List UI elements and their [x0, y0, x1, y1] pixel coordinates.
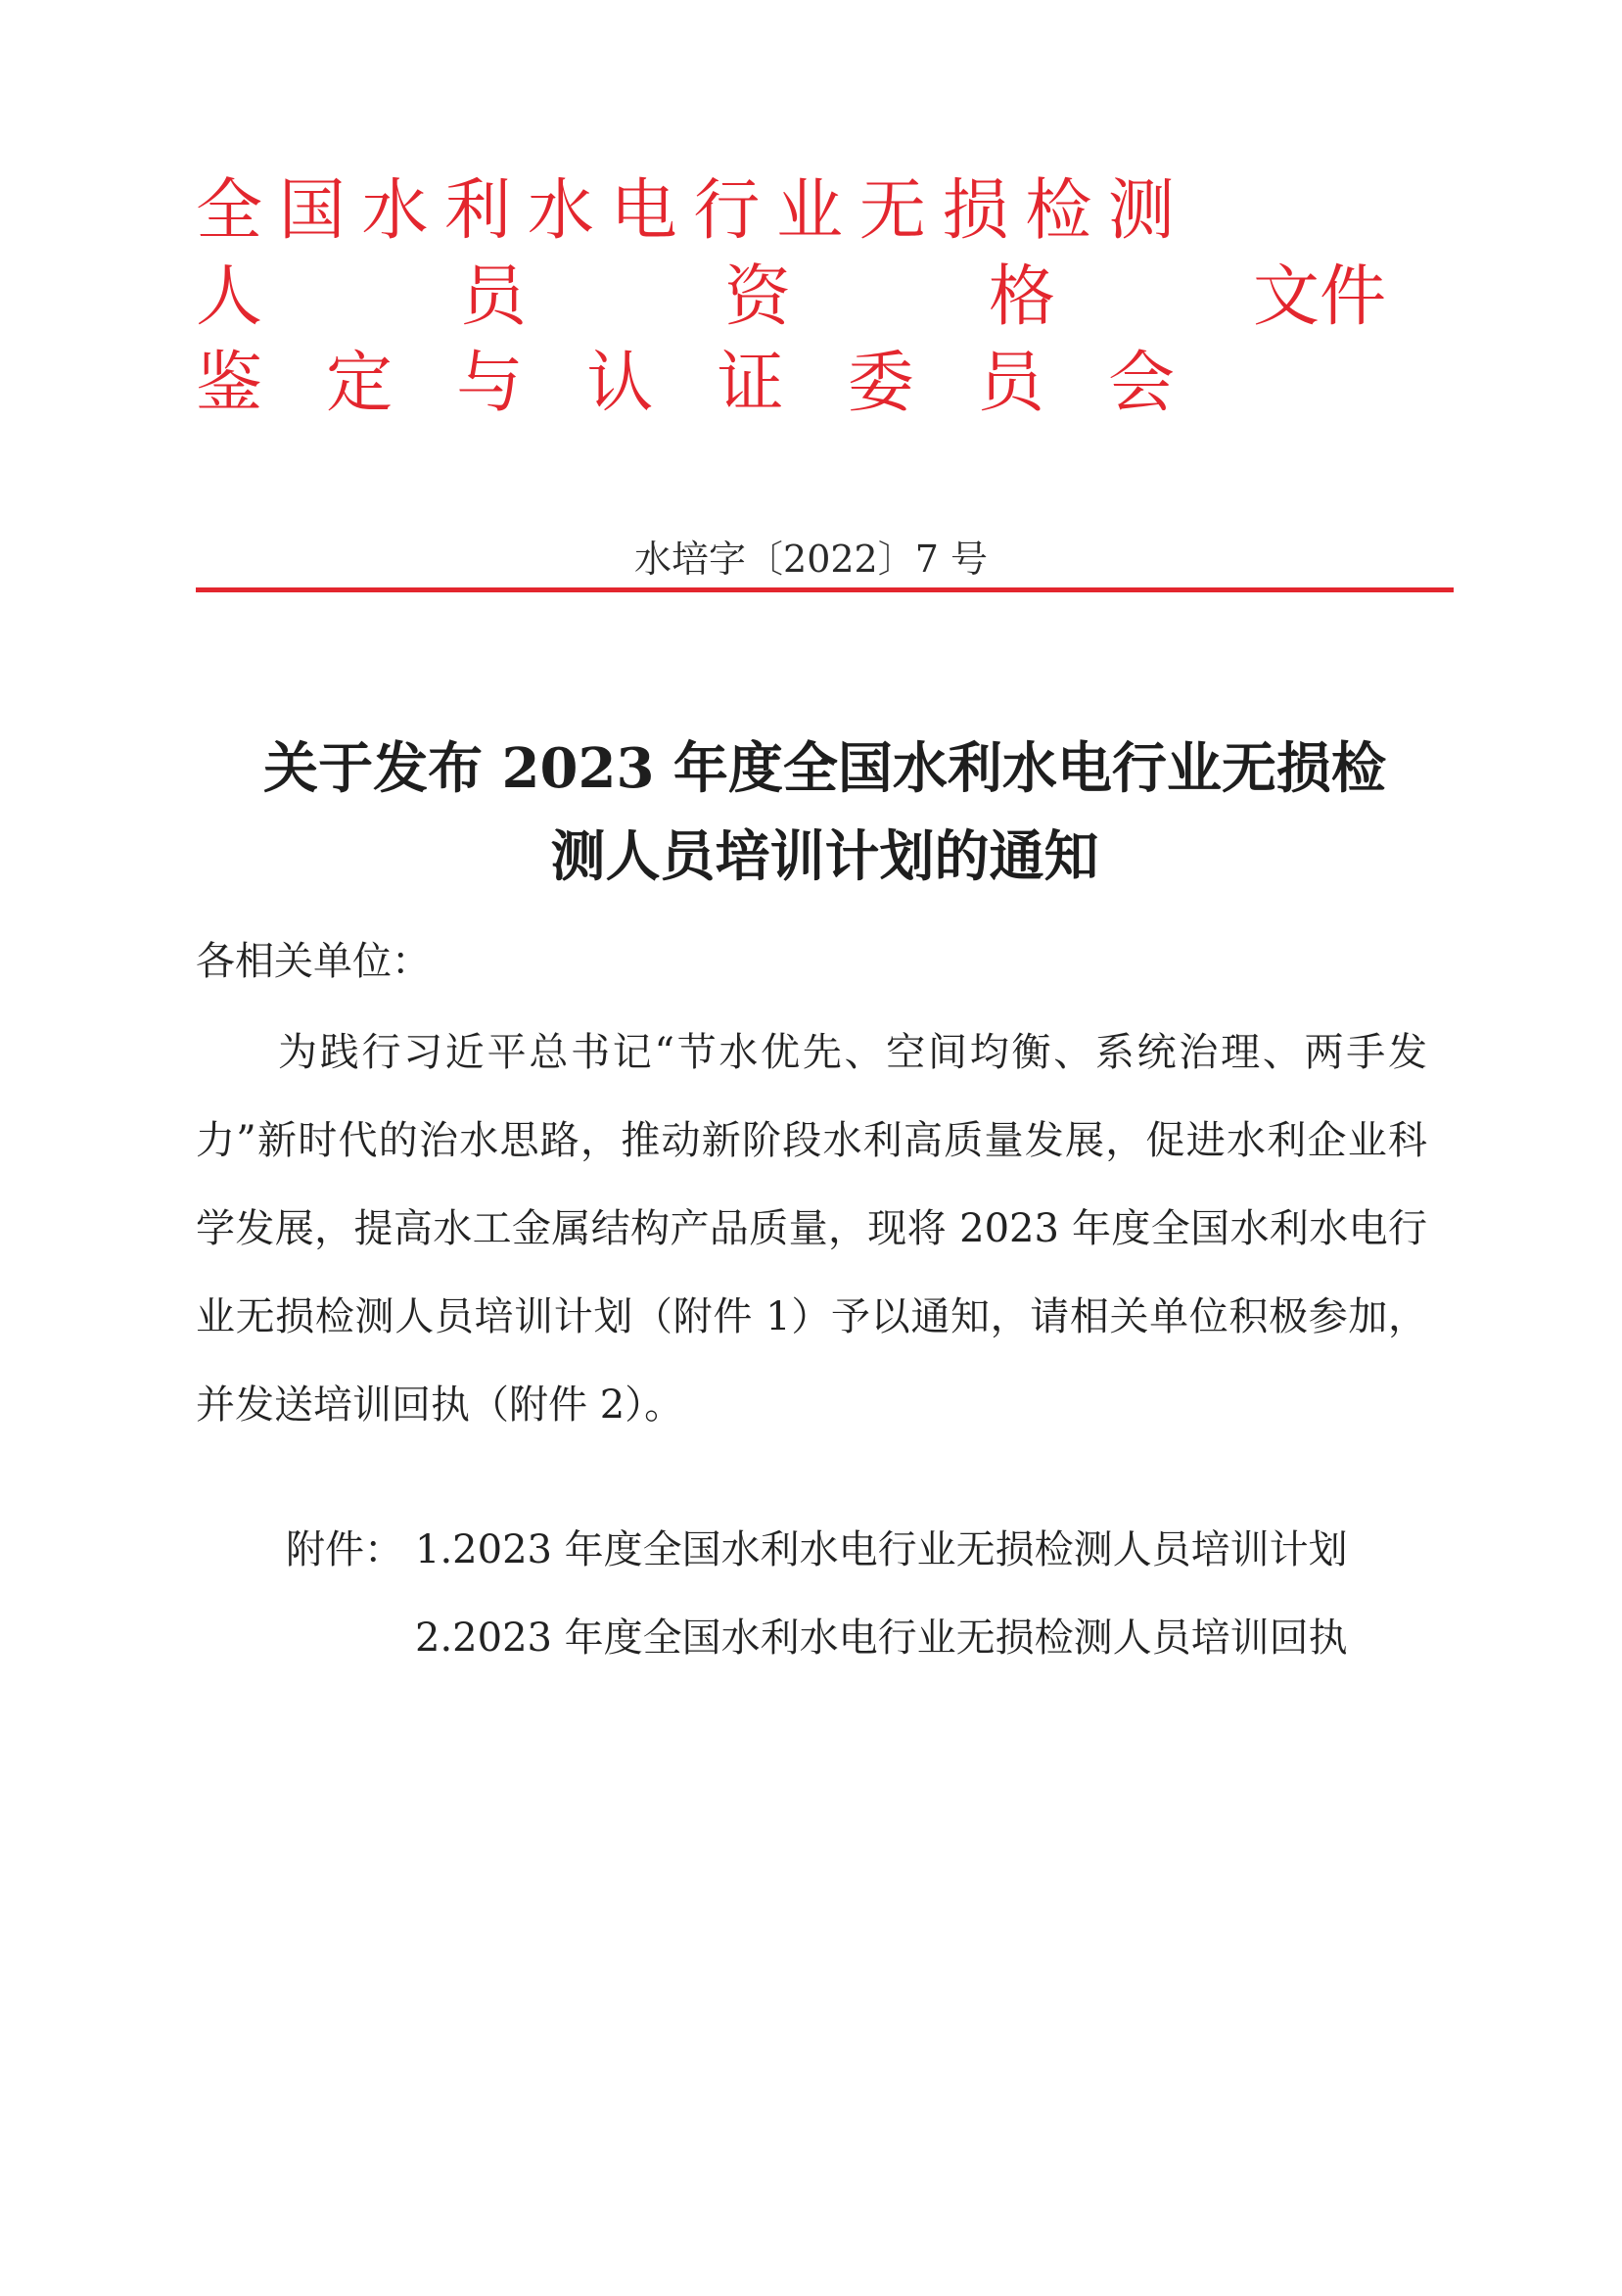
issuer-line-1 [196, 168, 1175, 255]
issuer-line-2 [196, 255, 1386, 341]
issuer-char: 员 [459, 258, 527, 336]
issuer-char: 委 [847, 345, 914, 422]
document-title [196, 725, 1454, 901]
issuer-char: 利 [444, 172, 512, 250]
issuer-char: 损 [942, 172, 1009, 250]
title-line-1: 关于发布 2023 年度全国水利水电行业无损检 [263, 736, 1386, 801]
issuer-char: 鉴 [196, 345, 263, 422]
attachment-item [286, 1594, 1348, 1682]
issuer-char: 格 [988, 258, 1055, 336]
issuer-char: 检 [1025, 172, 1092, 250]
salutation: 各相关单位： [196, 939, 431, 984]
issuer-char: 无 [858, 172, 926, 250]
attachment-text: 2.2023 年度全国水利水电行业无损检测人员培训回执 [415, 1616, 1348, 1661]
issuer-char: 水 [527, 172, 594, 250]
issuer-char: 会 [1107, 345, 1175, 422]
title-line-2: 测人员培训计划的通知 [550, 824, 1099, 889]
issuer-char: 人 [196, 258, 263, 336]
issuer-line-3 [196, 341, 1175, 427]
indent-spacer [286, 1594, 415, 1682]
issuer-char: 定 [326, 345, 394, 422]
issuer-char: 全 [196, 172, 263, 250]
red-divider-line [196, 587, 1454, 592]
issuing-organization-header [196, 168, 1410, 427]
document-number: 水培字〔2022〕7 号 [634, 538, 988, 581]
body-paragraph: 为践行习近平总书记“节水优先、空间均衡、系统治理、两手发力”新时代的治水思路，推动新阶段水利高质量发展，促进水利企业科学发展，提高水工金属结构产品质量，现将 2023 年度全国水利水电行业无损检测人员培训计划（附件 1）予以通知，请相关单位积极参加，并发送培训回执（附件 2）。 [196, 1030, 1427, 1428]
attachments-list [286, 1506, 1348, 1682]
issuer-char: 国 [278, 172, 346, 250]
issuer-char: 业 [776, 172, 844, 250]
issuer-char: 测 [1107, 172, 1175, 250]
issuer-char: 资 [723, 258, 791, 336]
issuer-char: 行 [693, 172, 761, 250]
issuer-char: 文件 [1252, 258, 1386, 336]
attachments-label: 附件： [286, 1527, 403, 1572]
issuer-char: 电 [610, 172, 677, 250]
attachment-text: 1.2023 年度全国水利水电行业无损检测人员培训计划 [415, 1527, 1348, 1572]
issuer-char: 员 [977, 345, 1044, 422]
issuer-char: 证 [717, 345, 784, 422]
attachment-item [286, 1506, 1348, 1594]
issuer-char: 认 [586, 345, 654, 422]
issuer-char: 水 [361, 172, 429, 250]
issuer-char: 与 [456, 345, 524, 422]
